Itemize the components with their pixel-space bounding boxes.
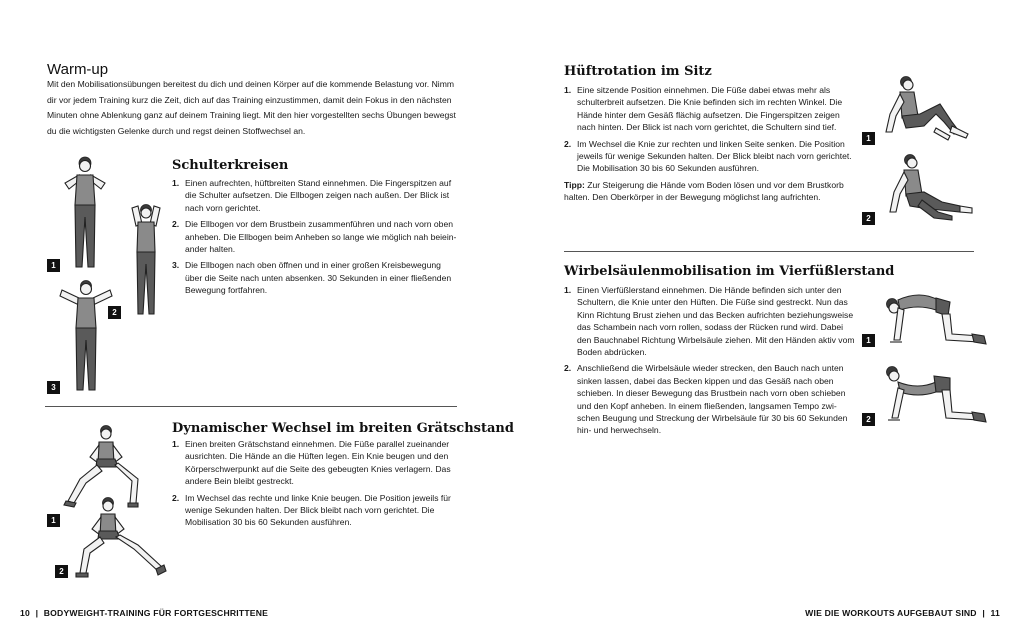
footer-separator: | [982,608,985,618]
list-item [172,218,457,255]
list-item [564,284,856,358]
figure-badge: 1 [47,259,60,272]
step-number: 1. [172,178,180,188]
exercise-title-hueftrotation: Hüftrotation im Sitz [564,64,712,79]
steps-list-vierfuesslerstand [564,284,856,441]
list-item [172,177,457,214]
step-text: Anschließend die Wirbelsäule wieder strecken, den Bauch nach unten sinken lassen, dabei das Becken kippen und das Gesäß nach oben schieben. In dieser Bewegung das Brustbein nach vorn oben schieben und den Kopf anheben. In einem fließenden, langsamen Tempo zwischen Beugung und Streckung der Wirbelsäule für 30 bis 60 Sekunden hin- und herwechseln. [577,363,848,436]
step-number: 1. [564,285,572,295]
figure-badge: 1 [862,132,875,145]
shoulder-circles-figure-1 [55,155,115,273]
figure-badge: 1 [47,514,60,527]
tip-paragraph [564,179,854,204]
tip-label: Tipp: [564,180,585,190]
step-text: Die Ellbogen vor dem Brustbein zusammenführen und nach vorn oben anheben. Die Ellbogen beim Anheben so lange wie möglich nah beieinander halten. [185,219,457,255]
quadruped-figure-1 [880,290,988,348]
list-item [172,259,457,296]
step-text: Im Wechsel die Knie zur rechten und linken Seite senken. Die Position jeweils für wenige Sekunden halten. Der Blick bleibt nach vorn gerichtet. Die Mobilisation 30 bis 60 Sekunden ausführen. [577,138,852,174]
list-item [564,362,856,436]
figure-badge: 2 [862,212,875,225]
tip-text: Zur Steigerung die Hände vom Boden lösen und vor dem Brustkorb halten. Den Oberkörper in der Bewegung möglichst lang aufrichten. [564,180,844,203]
step-number: 2. [172,492,180,503]
step-number: 1. [564,85,572,95]
list-item [564,138,854,175]
steps-list-schulterkreisen [172,177,457,301]
step-number: 2. [172,219,180,230]
footer-title: WIE DIE WORKOUTS AUFGEBAUT SIND [805,608,977,618]
step-text: Im Wechsel das rechte und linke Knie beugen. Die Position jeweils für wenige Sekunden halten. Der Blick bleibt nach vorn gerichtet. Die Mobilisation 30 bis 60 Sekunden ausführen. [185,492,451,528]
hip-rotation-figure-2 [882,152,974,224]
exercise-title-vierfuesslerstand: Wirbelsäulenmobilisation im Vierfüßlerstand [564,264,895,279]
step-text: Einen breiten Grätschstand einnehmen. Die Füße parallel zueinander ausrichten. Die Hände an die Hüften legen. Ein Knie beugen und den Körperschwerpunkt auf die Seite des gebeugten Knies verlagern. Das andere Bein bleibt gestreckt. [185,439,451,487]
shoulder-circles-figure-2 [122,202,170,320]
page-number: 10 [20,608,30,618]
figure-badge: 3 [47,381,60,394]
list-item [172,438,457,488]
intro-line: Mit den Mobilisationsübungen bereitest du dich und deinen Körper auf die kommende Belastung vor. Nimm [47,79,455,89]
quadruped-figure-2 [880,366,988,426]
section-divider [45,406,457,407]
step-text: Eine sitzende Position einnehmen. Die Füße dabei etwas mehr als schulterbreit aufsetzen. Die Knie befinden sich im rechten Winkel. Die Hände hinter dem Gesäß flächig aufsetzen. Die Fingerspitzen zeigen nach hinten. Der Blick ist nach vorn gerichtet, die Schultern sind tief. [577,85,843,133]
list-item [564,84,854,134]
step-number: 1. [172,439,180,449]
step-text: Die Ellbogen nach oben öffnen und in einer großen Kreisbewegung über die Seite nach unten absenken. 30 Sekunden in einer fließenden Bewegung fortfahren. [185,260,452,296]
warmup-title: Warm-up [47,61,109,78]
exercise-title-graetschstand: Dynamischer Wechsel im breiten Grätschstand [172,421,514,436]
left-footer [20,608,268,618]
step-number: 2. [564,138,572,149]
step-number: 2. [564,363,572,374]
intro-line: dir vor jedem Training kurz die Zeit, dich auf das Training einzustimmen, damit dein Fokus in den nächsten [47,94,452,105]
figure-badge: 2 [862,413,875,426]
list-item [172,492,457,529]
step-text: Einen aufrechten, hüftbreiten Stand einnehmen. Die Fingerspitzen auf die Schulter aufsetzen. Die Ellbogen zeigen nach außen. Der Blick ist nach vorn gerichtet. [185,178,452,213]
step-text: Einen Vierfüßlerstand einnehmen. Die Hände befinden sich unter den Schultern, die Knie unter den Hüften. Die Füße sind gestreckt. Nun das Kinn Richtung Brust ziehen und das Becken aufrichten beziehungsweise das Schambein nach vorn rollen, sodass der Rücken rund wird. Dabei den Bauchnabel Richtung Wirbelsäule ziehen. Mit den Händen aktiv vom Boden abdrücken. [577,285,855,358]
section-divider [564,251,974,252]
figure-badge: 2 [108,306,121,319]
shoulder-circles-figure-3 [56,278,116,396]
intro-line: du die wichtigsten Gelenke durch und regst deinen Stoffwechsel an. [47,125,306,136]
step-number: 3. [172,260,180,271]
footer-title: BODYWEIGHT-TRAINING FÜR FORTGESCHRITTENE [43,608,269,618]
steps-list-graetschstand [172,438,457,533]
page-number: 11 [990,608,1000,618]
intro-line: Minuten ohne Ablenkung ganz auf deinem Training liegt. Mit den hier vorgestellten sechs Übungen bewegst [47,110,456,120]
footer-separator: | [35,608,39,618]
straddle-figure-2 [64,495,174,581]
figure-badge: 1 [862,334,875,347]
exercise-title-schulterkreisen: Schulterkreisen [172,158,289,173]
warmup-intro [47,77,467,139]
steps-list-hueftrotation [564,84,854,179]
right-footer [805,608,1000,618]
figure-badge: 2 [55,565,68,578]
hip-rotation-figure-1 [880,74,972,144]
